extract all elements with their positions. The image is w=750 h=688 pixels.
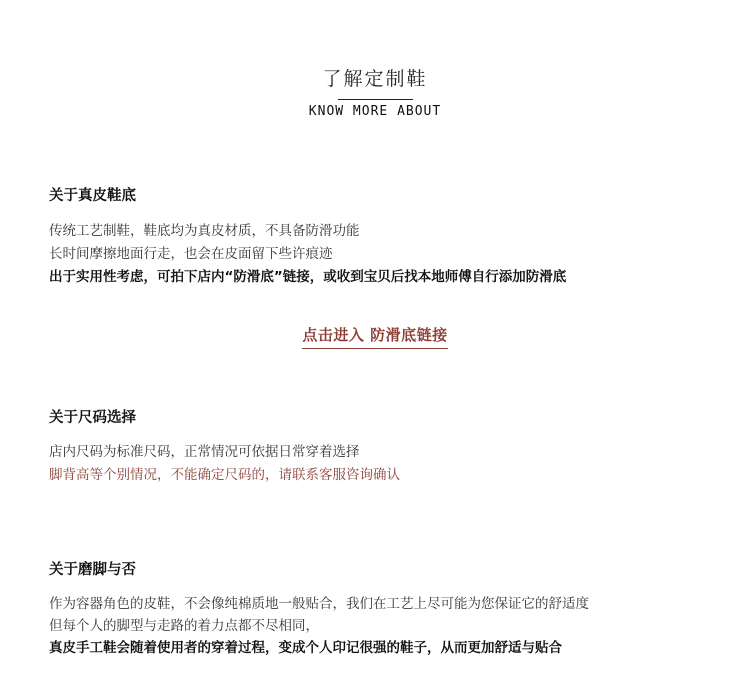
anti-slip-link-wrap: [0, 324, 750, 349]
comfort-line-1: 作为容器角色的皮鞋，不会像纯棉质地一般贴合，我们在工艺上尽可能为您保证它的舒适度: [49, 596, 589, 612]
title-divider: [338, 99, 413, 100]
section-heading-comfort: 关于磨脚与否: [49, 562, 136, 578]
section-heading-size: 关于尺码选择: [49, 410, 136, 426]
page-subtitle: KNOW MORE ABOUT: [308, 104, 442, 119]
comfort-line-2: 但每个人的脚型与走路的着力点都不尽相同，: [49, 618, 319, 634]
sole-line-3: 出于实用性考虑，可拍下店内“防滑底”链接，或收到宝贝后找本地师傅自行添加防滑底: [49, 269, 567, 285]
comfort-line-3: 真皮手工鞋会随着使用者的穿着过程，变成个人印记很强的鞋子，从而更加舒适与贴合: [49, 640, 562, 656]
page-title: 了解定制鞋: [322, 68, 428, 90]
sole-line-2: 长时间摩擦地面行走，也会在皮面留下些许痕迹: [49, 246, 333, 262]
size-line-2: 脚背高等个别情况，不能确定尺码的，请联系客服咨询确认: [49, 467, 400, 483]
section-heading-sole: 关于真皮鞋底: [49, 188, 136, 204]
sole-line-1: 传统工艺制鞋，鞋底均为真皮材质，不具备防滑功能: [49, 223, 360, 239]
anti-slip-sole-link[interactable]: 点击进入 防滑底链接: [302, 324, 447, 349]
size-line-1: 店内尺码为标准尺码，正常情况可依据日常穿着选择: [49, 444, 360, 460]
